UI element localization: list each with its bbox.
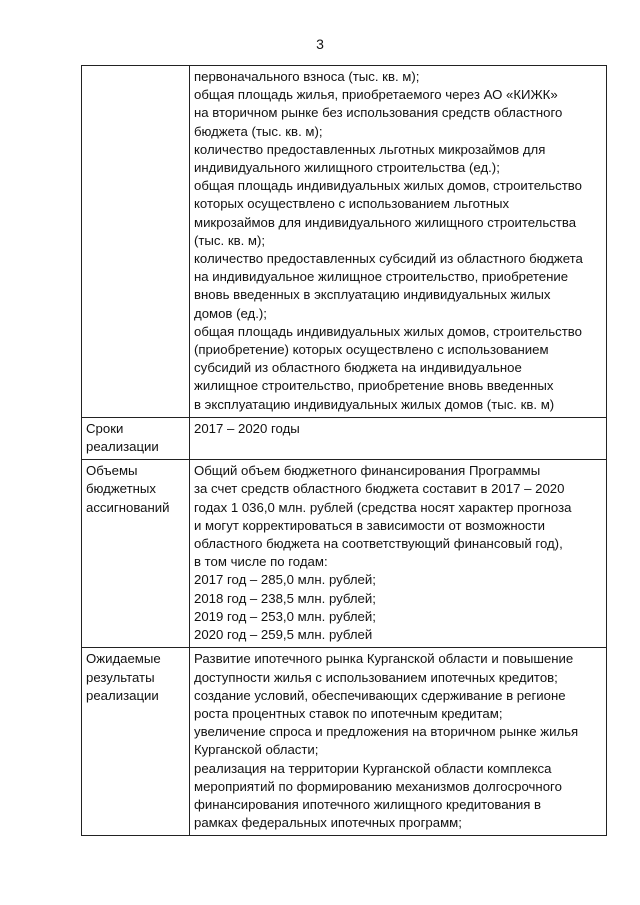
- row-content-line: 2019 год – 253,0 млн. рублей;: [194, 608, 376, 624]
- table-row: [82, 417, 607, 459]
- row-label-cell: [82, 66, 190, 418]
- row-label-line: ассигнований: [86, 499, 170, 515]
- row-label-line: Ожидаемые: [86, 651, 161, 667]
- table-row: [82, 648, 607, 836]
- row-label-cell: [82, 460, 190, 648]
- row-content-line: доступности жилья с использованием ипотечных кредитов;: [194, 669, 558, 685]
- row-content-line: 2018 год – 238,5 млн. рублей;: [194, 590, 376, 606]
- row-content-line: вновь введенных в эксплуатацию индивидуальных жилых: [194, 287, 551, 303]
- row-label-line: Сроки: [86, 420, 124, 436]
- row-content-line: рамках федеральных ипотечных программ;: [194, 815, 462, 831]
- row-content-line: на индивидуальное жилищное строительство, приобретение: [194, 269, 569, 285]
- row-content-line: областного бюджета на соответствующий финансовый год),: [194, 536, 563, 552]
- row-content-line: жилищное строительство, приобретение вновь введенных: [194, 378, 554, 394]
- row-content-line: 2020 год – 259,5 млн. рублей: [194, 627, 373, 643]
- row-content-line: общая площадь индивидуальных жилых домов, строительство: [194, 323, 582, 339]
- row-content-line: Курганской области;: [194, 742, 319, 758]
- row-content-line: в эксплуатацию индивидуальных жилых домов (тыс. кв. м): [194, 396, 555, 412]
- row-content-line: создание условий, обеспечивающих сдерживание в регионе: [194, 687, 566, 703]
- table-row: [82, 66, 607, 418]
- row-content-line: 2017 – 2020 годы: [194, 420, 300, 436]
- row-content-line: Развитие ипотечного рынка Курганской области и повышение: [194, 651, 574, 667]
- row-content-line: (тыс. кв. м);: [194, 232, 266, 248]
- table-row: [82, 460, 607, 648]
- row-content-line: мероприятий по формированию механизмов долгосрочного: [194, 778, 562, 794]
- row-content-line: бюджета (тыс. кв. м);: [194, 123, 323, 139]
- row-content-line: реализация на территории Курганской области комплекса: [194, 760, 552, 776]
- row-label-line: результаты: [86, 669, 155, 685]
- row-content-cell: [190, 648, 607, 836]
- row-content-line: количество предоставленных льготных микрозаймов для: [194, 141, 546, 157]
- row-content-line: количество предоставленных субсидий из областного бюджета: [194, 251, 583, 267]
- row-content-line: годах 1 036,0 млн. рублей (средства носят характер прогноза: [194, 499, 572, 515]
- row-content-cell: [190, 460, 607, 648]
- row-content-line: и могут корректироваться в зависимости от возможности: [194, 517, 545, 533]
- row-label-line: реализации: [86, 439, 159, 455]
- row-content-line: (приобретение) которых осуществлено с использованием: [194, 342, 549, 358]
- row-content-cell: [190, 66, 607, 418]
- row-label-line: бюджетных: [86, 481, 156, 497]
- row-content-line: общая площадь жилья, приобретаемого через АО «КИЖК»: [194, 87, 558, 103]
- row-content-line: индивидуального жилищного строительства (ед.);: [194, 160, 500, 176]
- row-label-cell: [82, 648, 190, 836]
- page-number: 3: [316, 36, 324, 52]
- row-content-line: Общий объем бюджетного финансирования Программы: [194, 463, 541, 479]
- row-content-line: общая площадь индивидуальных жилых домов, строительство: [194, 178, 582, 194]
- row-content-cell: [190, 417, 607, 459]
- row-content-line: субсидий из областного бюджета на индивидуальное: [194, 360, 522, 376]
- row-content-line: которых осуществлено с использованием льготных: [194, 196, 510, 212]
- passport-table: [81, 65, 607, 836]
- row-label-line: реализации: [86, 687, 159, 703]
- row-content-line: увеличение спроса и предложения на вторичном рынке жилья: [194, 724, 579, 740]
- row-content-line: за счет средств областного бюджета составит в 2017 – 2020: [194, 481, 565, 497]
- row-content-line: роста процентных ставок по ипотечным кредитам;: [194, 705, 503, 721]
- row-content-line: микрозаймов для индивидуального жилищного строительства: [194, 214, 577, 230]
- row-label-cell: [82, 417, 190, 459]
- row-content-line: на вторичном рынке без использования средств областного: [194, 105, 563, 121]
- row-content-line: в том числе по годам:: [194, 554, 328, 570]
- row-content-line: первоначального взноса (тыс. кв. м);: [194, 69, 420, 84]
- row-content-line: 2017 год – 285,0 млн. рублей;: [194, 572, 376, 588]
- row-content-line: финансирования ипотечного жилищного кредитования в: [194, 796, 542, 812]
- row-content-line: домов (ед.);: [194, 305, 267, 321]
- row-label-line: Объемы: [86, 463, 138, 479]
